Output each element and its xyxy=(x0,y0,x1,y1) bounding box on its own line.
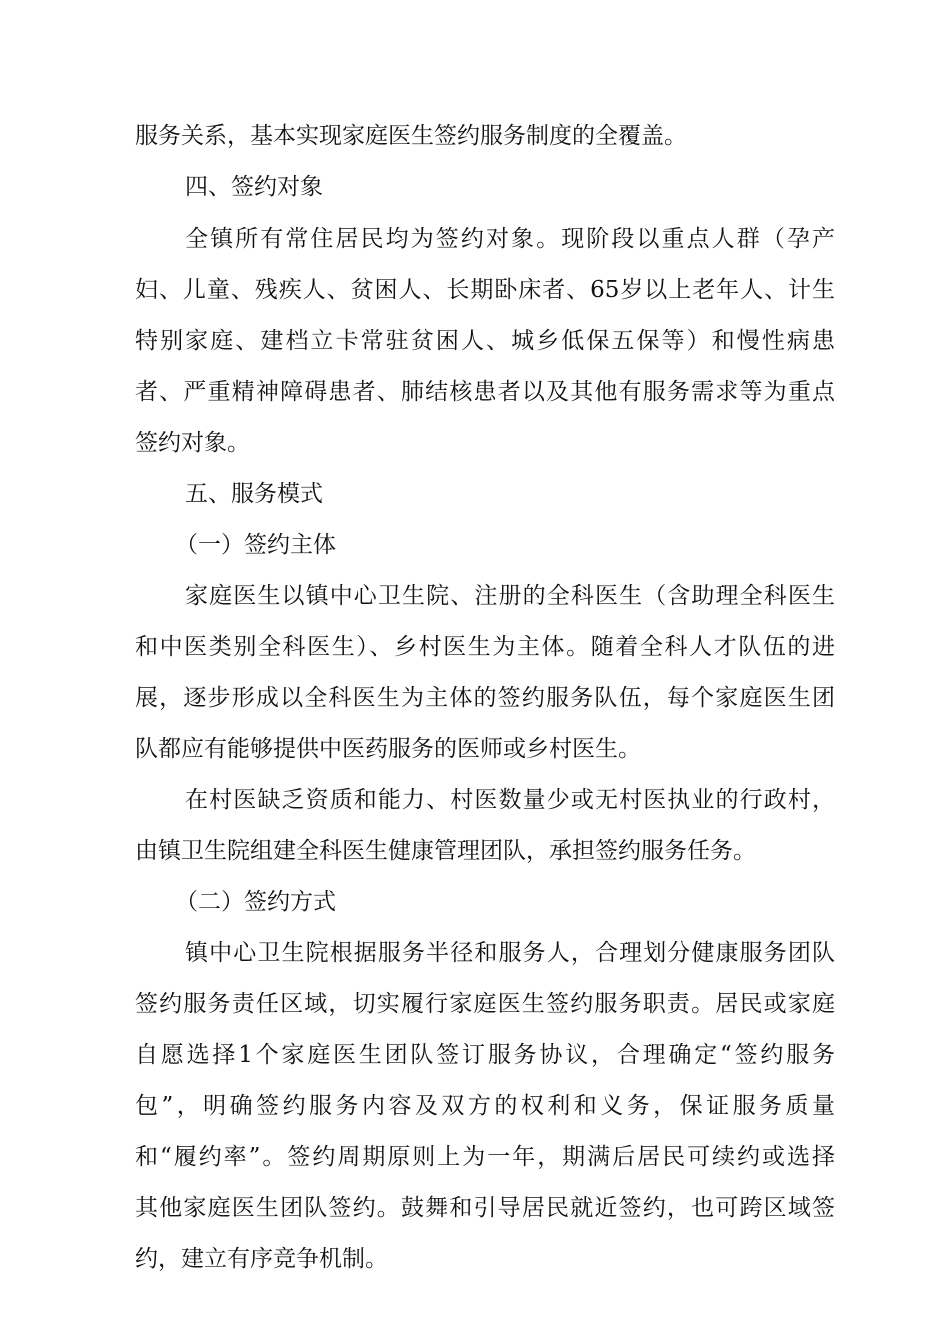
paragraph-line: 自愿选择1个家庭医生团队签订服务协议，合理确定“签约服务 xyxy=(135,1042,835,1068)
paragraph-line: 妇、儿童、残疾人、贫困人、长期卧床者、65岁以上老年人、计生 xyxy=(135,277,835,303)
paragraph-line: 由镇卫生院组建全科医生健康管理团队，承担签约服务任务。 xyxy=(135,838,756,864)
section-heading-service-mode: 五、服务模式 xyxy=(185,481,323,507)
paragraph-line: 者、严重精神障碍患者、肺结核患者以及其他有服务需求等为重点 xyxy=(135,379,835,405)
paragraph-line: 签约对象。 xyxy=(135,430,250,456)
paragraph-line: 特别家庭、建档立卡常驻贫困人、城乡低保五保等）和慢性病患 xyxy=(135,328,835,354)
paragraph-line: 签约服务责任区域，切实履行家庭医生签约服务职责。居民或家庭 xyxy=(135,991,835,1017)
subsection-heading-signing-subject: （一）签约主体 xyxy=(175,532,336,558)
paragraph-line: 和中医类别全科医生）、乡村医生为主体。随着全科人才队伍的进 xyxy=(135,634,835,660)
paragraph-line: 展，逐步形成以全科医生为主体的签约服务队伍，每个家庭医生团 xyxy=(135,685,835,711)
paragraph-line: 全镇所有常住居民均为签约对象。现阶段以重点人群（孕产 xyxy=(185,226,835,252)
paragraph-line: 包”，明确签约服务内容及双方的权利和义务，保证服务质量 xyxy=(135,1093,835,1119)
paragraph-line: 镇中心卫生院根据服务半径和服务人，合理划分健康服务团队 xyxy=(185,940,835,966)
paragraph-line: 在村医缺乏资质和能力、村医数量少或无村医执业的行政村， xyxy=(185,787,835,813)
paragraph-line: 和“履约率”。签约周期原则上为一年，期满后居民可续约或选择 xyxy=(135,1144,835,1170)
section-heading-signing-targets: 四、签约对象 xyxy=(185,174,323,200)
paragraph-line: 家庭医生以镇中心卫生院、注册的全科医生（含助理全科医生 xyxy=(185,583,835,609)
paragraph-line: 服务关系，基本实现家庭医生签约服务制度的全覆盖。 xyxy=(135,123,687,149)
subsection-heading-signing-method: （二）签约方式 xyxy=(175,889,336,915)
paragraph-line: 队都应有能够提供中医药服务的医师或乡村医生。 xyxy=(135,736,641,762)
paragraph-line: 约，建立有序竞争机制。 xyxy=(135,1246,388,1272)
paragraph-line: 其他家庭医生团队签约。鼓舞和引导居民就近签约，也可跨区域签 xyxy=(135,1195,835,1221)
